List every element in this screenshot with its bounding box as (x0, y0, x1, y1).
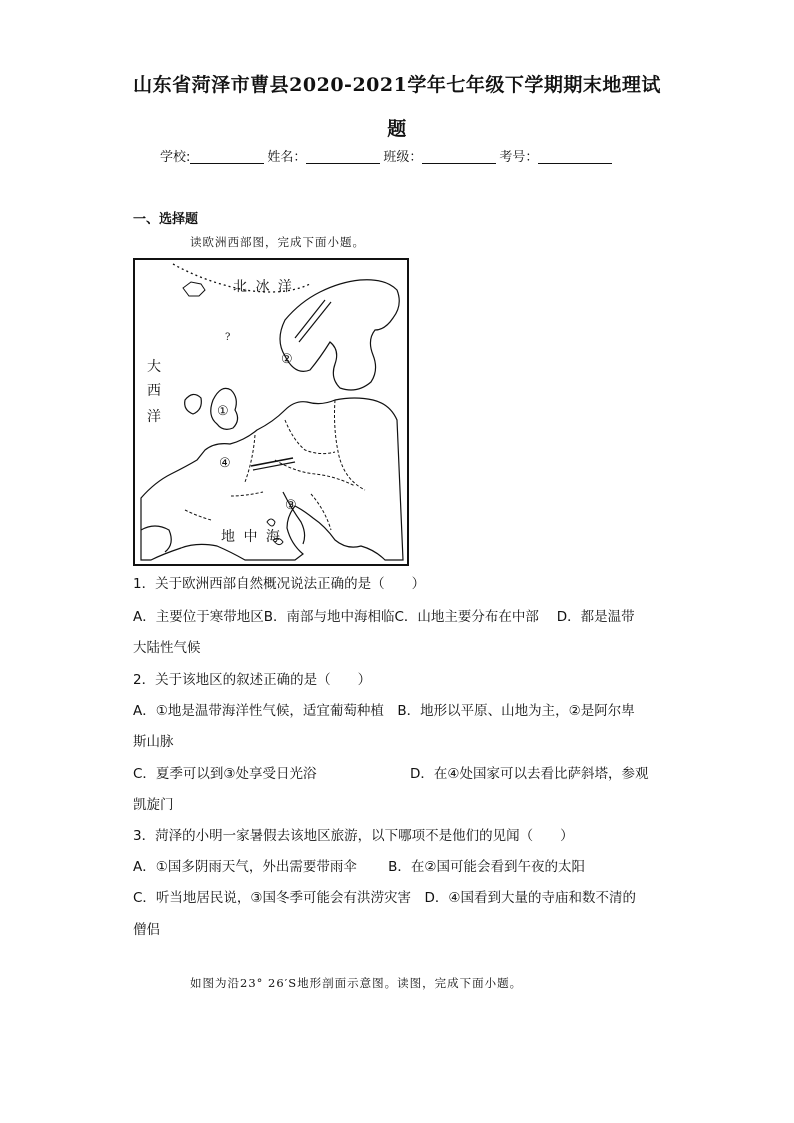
name-label: 姓名： (267, 150, 307, 165)
map-mark-question: ? (225, 332, 231, 343)
section-heading: 一、选择题 (133, 212, 199, 227)
question-3-options-line2: C．听当地居民说，③国冬季可能会有洪涝灾害 D．④国看到大量的寺庙和数不清的 (133, 890, 637, 906)
atlantic-label-2: 西 (147, 383, 161, 399)
question-1-options-line1: A．主要位于寒带地区B．南部与地中海相临C．山地主要分布在中部 D．都是温带 (133, 609, 635, 625)
question-3-options-line1: A．①国多阴雨天气，外出需要带雨伞 B．在②国可能会看到午夜的太阳 (133, 859, 585, 875)
atlantic-label-3: 洋 (147, 409, 161, 425)
map-drawing (135, 260, 407, 564)
exam-id-blank[interactable] (538, 149, 612, 164)
school-blank[interactable] (190, 149, 264, 164)
class-blank[interactable] (422, 149, 496, 164)
question-2-option-d: D．在④处国家可以去看比萨斜塔，参观 (410, 766, 649, 782)
exam-id-label: 考号： (499, 150, 539, 165)
class-label: 班级： (383, 150, 423, 165)
question-2-options-line4: 凯旋门 (133, 797, 174, 813)
europe-west-map (133, 258, 409, 566)
map-intro-text: 读欧洲西部图，完成下面小题。 (190, 235, 365, 249)
question-2-stem: 2．关于该地区的叙述正确的是（ ） (133, 672, 372, 688)
school-label: 学校: (160, 150, 191, 165)
map-mark-3: ③ (285, 498, 297, 513)
question-2-option-c: C．夏季可以到③处享受日光浴 (133, 766, 317, 782)
profile-intro-text: 如图为沿23° 26′S地形剖面示意图。读图，完成下面小题。 (190, 976, 523, 990)
page-title-continued: 题 (387, 118, 407, 140)
atlantic-label-1: 大 (147, 359, 161, 375)
question-3-stem: 3．菏泽的小明一家暑假去该地区旅游，以下哪项不是他们的见闻（ ） (133, 828, 574, 844)
question-2-options-line2: 斯山脉 (133, 734, 174, 750)
map-mark-4: ④ (219, 456, 231, 471)
question-3-options-line3: 僧侣 (133, 922, 160, 938)
name-blank[interactable] (306, 149, 380, 164)
student-info-row (160, 146, 615, 165)
page-title: 山东省菏泽市曹县2020-2021学年七年级下学期期末地理试 (133, 74, 661, 96)
map-mark-1: ① (217, 404, 229, 419)
question-1-options-line2: 大陆性气候 (133, 640, 201, 656)
map-mark-2: ② (281, 352, 293, 367)
question-1-stem: 1．关于欧洲西部自然概况说法正确的是（ ） (133, 576, 426, 592)
arctic-ocean-label: 北 冰 洋 (233, 279, 294, 295)
question-2-options-line1: A．①地是温带海洋性气候，适宜葡萄种植 B．地形以平原、山地为主，②是阿尔卑 (133, 703, 635, 719)
mediterranean-label: 地 中 海 (221, 529, 282, 545)
